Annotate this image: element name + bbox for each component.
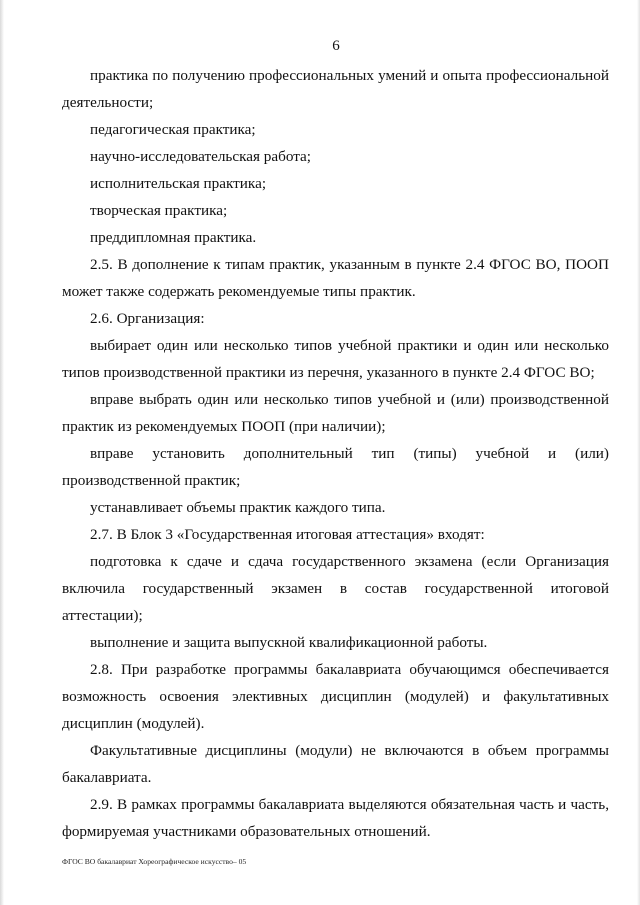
paragraph-research-work: научно-исследовательская работа; bbox=[90, 148, 312, 165]
paragraph-selects-types: выбирает один или несколько типов учебной практики и один или несколько типов производственной практики из перечня, указанного в пункте 2.4 ФГОС ВО; bbox=[62, 337, 609, 381]
scan-edge-left bbox=[0, 0, 4, 905]
paragraph-practice-professional: практика по получению профессиональных умений и опыта профессиональной деятельности; bbox=[62, 67, 609, 111]
page-number: 6 bbox=[332, 38, 340, 54]
footer-text: ФГОС ВО бакалавриат Хореографическое искусство– 05 bbox=[62, 857, 247, 866]
paragraph-pedagogical-practice: педагогическая практика; bbox=[90, 121, 256, 138]
paragraph-may-choose: вправе выбрать один или несколько типов учебной и (или) производственной практик из рекомендуемых ПООП (при наличии); bbox=[62, 391, 609, 435]
paragraph-2-8: 2.8. При разработке программы бакалавриата обучающимся обеспечивается возможность освоения элективных дисциплин (модулей) и факультативных дисциплин (модулей). bbox=[62, 661, 609, 732]
paragraph-2-5: 2.5. В дополнение к типам практик, указанным в пункте 2.4 ФГОС ВО, ПООП может также содержать рекомендуемые типы практик. bbox=[62, 256, 609, 300]
paragraph-state-exam: подготовка к сдаче и сдача государственного экзамена (если Организация включила государственный экзамен в состав государственной итоговой аттестации); bbox=[62, 553, 609, 624]
paragraph-thesis: выполнение и защита выпускной квалификационной работы. bbox=[90, 634, 488, 651]
paragraph-2-6: 2.6. Организация: bbox=[90, 310, 205, 327]
paragraph-performing-practice: исполнительская практика; bbox=[90, 175, 267, 192]
paragraph-creative-practice: творческая практика; bbox=[90, 202, 228, 219]
paragraph-2-7: 2.7. В Блок 3 «Государственная итоговая аттестация» входят: bbox=[90, 526, 485, 543]
body-text bbox=[62, 62, 609, 845]
paragraph-sets-volumes: устанавливает объемы практик каждого типа. bbox=[90, 499, 386, 516]
paragraph-may-establish: вправе установить дополнительный тип (типы) учебной и (или) производственной практик; bbox=[62, 445, 609, 489]
paragraph-prediploma-practice: преддипломная практика. bbox=[90, 229, 257, 246]
paragraph-2-9: 2.9. В рамках программы бакалавриата выделяются обязательная часть и часть, формируемая участниками образовательных отношений. bbox=[62, 796, 609, 840]
paragraph-optional-disciplines: Факультативные дисциплины (модули) не включаются в объем программы бакалавриата. bbox=[62, 742, 609, 786]
